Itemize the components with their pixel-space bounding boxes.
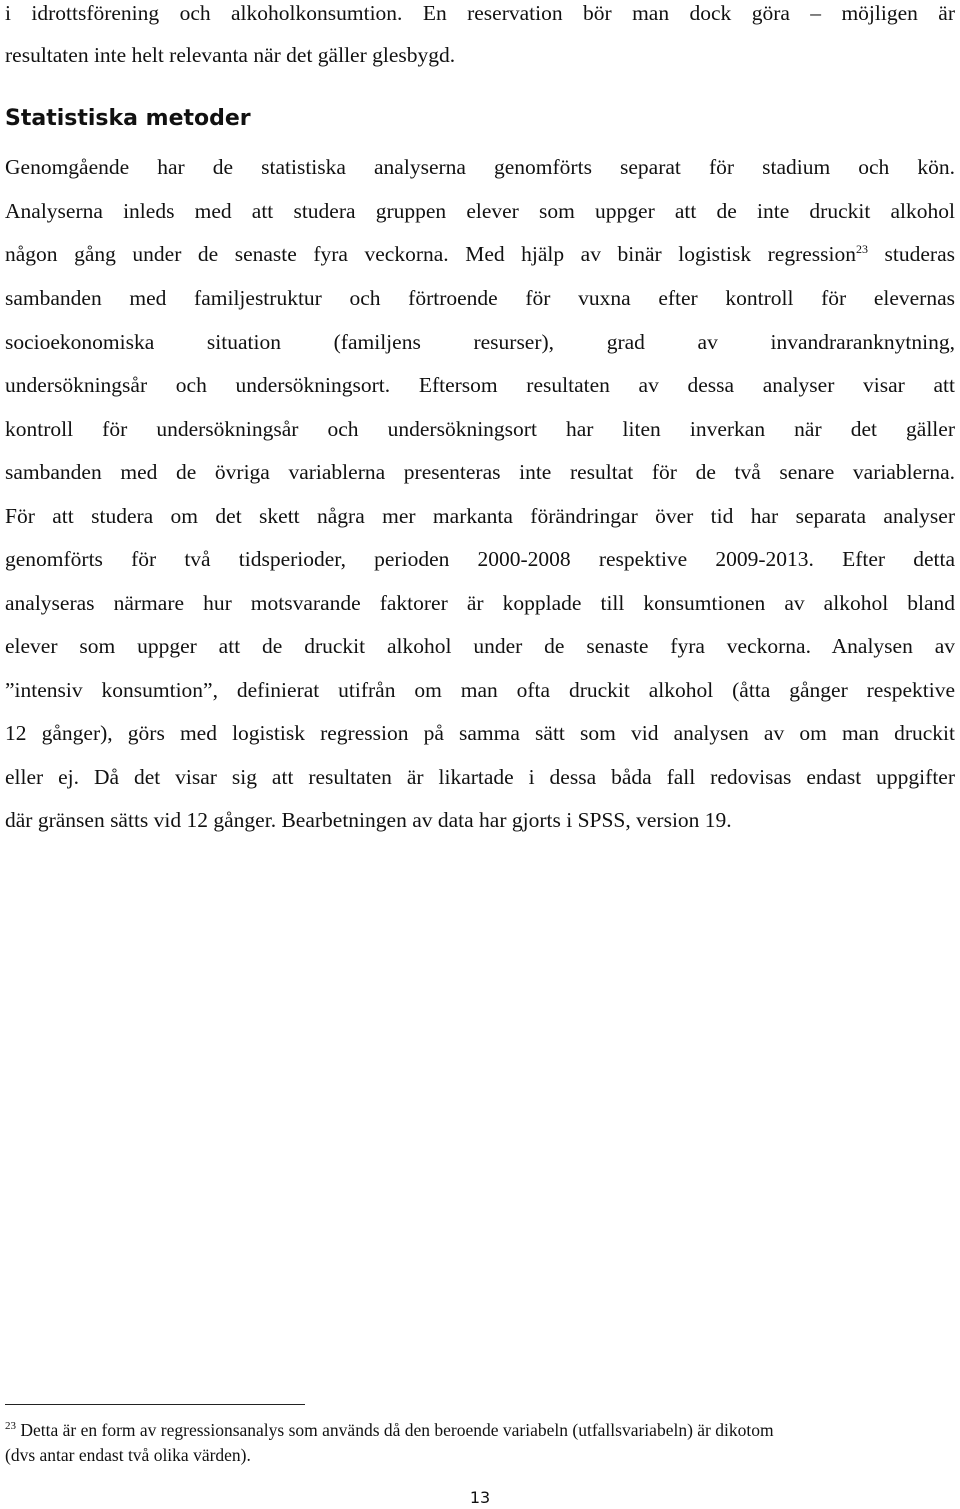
body-line-1: Genomgående har de statistiska analyserna genomförts separat för stadium och kön. <box>5 155 955 179</box>
footnote-separator <box>5 1404 305 1405</box>
footnote-text-1: Detta är en form av regressionsanalys som används då den beroende variabeln (utfallsvariabeln) är dikotom <box>16 1420 774 1440</box>
section-title: Statistiska metoder <box>5 106 251 131</box>
body-line-3-text: någon gång under de senaste fyra veckorna. Med hjälp av binär logistisk regression <box>5 242 856 266</box>
body-line-16: där gränsen sätts vid 12 gånger. Bearbetningen av data har gjorts i SPSS, version 19. <box>5 808 732 832</box>
body-line-4: sambanden med familjestruktur och förtroende för vuxna efter kontroll för elevernas <box>5 286 955 310</box>
body-line-15: eller ej. Då det visar sig att resultaten är likartade i dessa båda fall redovisas endast uppgifter <box>5 765 955 789</box>
body-line-10: genomförts för två tidsperioder, perioden 2000-2008 respektive 2009-2013. Efter detta <box>5 547 955 571</box>
body-line-12: elever som uppger att de druckit alkohol under de senaste fyra veckorna. Analysen av <box>5 634 955 658</box>
body-line-13: ”intensiv konsumtion”, definierat utifrån om man ofta druckit alkohol (åtta gånger respektive <box>5 678 955 702</box>
body-line-8: sambanden med de övriga variablerna presenteras inte resultat för de två senare variablerna. <box>5 460 955 484</box>
intro-line-2: resultaten inte helt relevanta när det gäller glesbygd. <box>5 43 456 67</box>
footnote-number: 23 <box>5 1420 16 1433</box>
intro-line-1: i idrottsförening och alkoholkonsumtion. En reservation bör man dock göra – möjligen är <box>5 1 955 25</box>
body-line-7: kontroll för undersökningsår och undersökningsort har liten inverkan när det gäller <box>5 417 955 441</box>
body-line-6: undersökningsår och undersökningsort. Eftersom resultaten av dessa analyser visar att <box>5 373 955 397</box>
body-line-9: För att studera om det skett några mer markanta förändringar över tid har separata analyser <box>5 504 955 528</box>
body-line-3-tail: studeras <box>868 242 955 266</box>
footnote-reference: 23 <box>856 241 868 256</box>
body-line-11: analyseras närmare hur motsvarande faktorer är kopplade till konsumtionen av alkohol bland <box>5 591 955 615</box>
footnote-line-2: (dvs antar endast två olika värden). <box>5 1445 251 1465</box>
footnote-line-1 <box>5 1419 774 1441</box>
body-line-5: socioekonomiska situation (familjens resurser), grad av invandraranknytning, <box>5 330 955 354</box>
page-number: 13 <box>469 1488 491 1507</box>
body-line-3 <box>5 241 955 267</box>
body-line-2: Analyserna inleds med att studera gruppen elever som uppger att de inte druckit alkohol <box>5 199 955 223</box>
body-line-14: 12 gånger), görs med logistisk regression på samma sätt som vid analysen av om man druckit <box>5 721 955 745</box>
